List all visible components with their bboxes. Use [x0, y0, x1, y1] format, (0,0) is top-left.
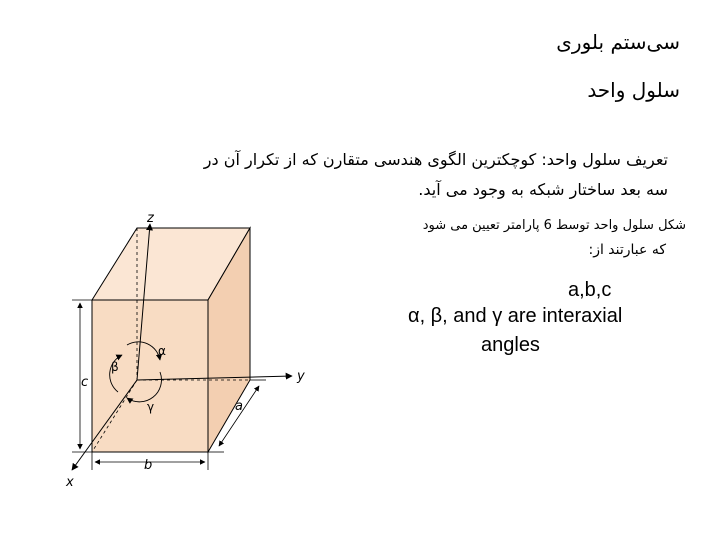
angle-alpha-label: α	[158, 344, 166, 358]
parameters-line-1: شکل سلول واحد توسط 6 پارامتر تعیین می شود	[422, 218, 686, 233]
axis-y-label: y	[297, 369, 305, 384]
edge-c-label: c	[81, 375, 89, 390]
unit-cell-figure	[56, 206, 326, 491]
slide-subtitle: سلول واحد	[587, 78, 680, 102]
axis-z-label: z	[147, 211, 154, 226]
definition-line-2: سه بعد ساختار شبکه به وجود می آید.	[418, 180, 668, 199]
interaxial-angles-word: angles	[481, 334, 540, 356]
parameters-line-2: که عبارتند از:	[588, 242, 666, 258]
interaxial-angles-line: α, β, and γ are interaxial	[408, 305, 623, 327]
edge-a-label: a	[235, 399, 243, 414]
definition-line-1: تعریف سلول واحد: کوچکترین الگوی هندسی متقارن که از تکرار آن در	[203, 150, 668, 169]
axis-x-label: x	[66, 475, 74, 490]
edge-b-label: b	[144, 458, 153, 473]
angle-gamma-label: γ	[147, 400, 155, 414]
lattice-lengths-label: a,b,c	[568, 279, 612, 301]
angle-beta-label: β	[111, 360, 119, 374]
slide-title: سی‌ستم بلوری	[556, 30, 680, 54]
